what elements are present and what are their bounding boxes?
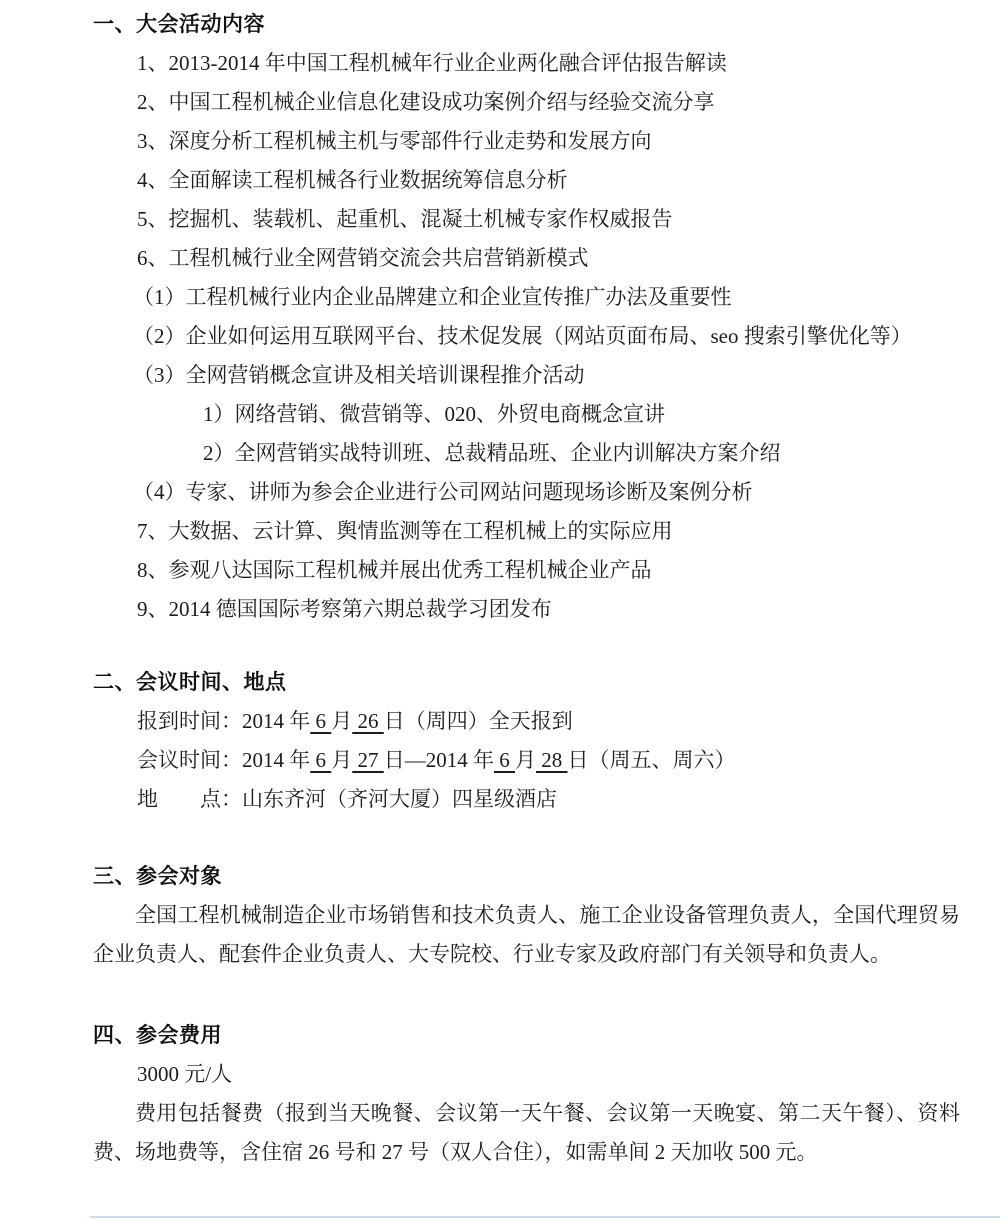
agenda-subsubitem-6-3-2: 2）全网营销实战特训班、总裁精品班、企业内训解决方案介绍 [203,441,781,465]
agenda-item-2: 2、中国工程机械企业信息化建设成功案例介绍与经验交流分享 [137,90,715,114]
section-fees [93,1016,960,1172]
section-heading-time-location: 二、会议时间、地点 [93,671,287,694]
section-heading-attendees: 三、参会对象 [93,865,222,888]
text-segment: 月 [331,709,353,733]
underlined-month: 6 [310,709,332,733]
agenda-item-6: 6、工程机械行业全网营销交流会共启营销新模式 [137,246,589,270]
text-segment: 会议时间：2014 年 [137,748,311,772]
agenda-subitem-6-3: （3）全网营销概念宣讲及相关培训课程推介活动 [133,363,585,387]
checkin-time-line [93,702,960,741]
underlined-day: 27 [352,748,384,772]
section-attendees [93,857,960,974]
agenda-item-9: 9、2014 德国国际考察第六期总裁学习团发布 [137,597,552,621]
section-time-location [93,663,960,819]
fee-amount-line: 3000 元/人 [137,1062,233,1086]
agenda-subsubitem-6-3-1: 1）网络营销、微营销等、020、外贸电商概念宣讲 [203,402,665,426]
agenda-item-7: 7、大数据、云计算、舆情监测等在工程机械上的实际应用 [137,519,673,543]
underlined-day: 28 [536,748,568,772]
agenda-subitem-6-1: （1）工程机械行业内企业品牌建立和企业宣传推广办法及重要性 [133,285,732,309]
section-agenda [93,5,960,629]
attendees-paragraph: 全国工程机械制造企业市场销售和技术负责人、施工企业设备管理负责人，全国代理贸易企业负责人、配套件企业负责人、大专院校、行业专家及政府部门有关领导和负责人。 [93,903,960,966]
location-line: 地 点：山东齐河（齐河大厦）四星级酒店 [137,787,557,811]
text-segment: 日（周五、周六） [567,748,736,772]
text-segment: 月 [331,748,353,772]
agenda-subitem-6-2: （2）企业如何运用互联网平台、技术促发展（网站页面布局、seo 搜索引擎优化等） [133,324,912,348]
underlined-month: 6 [310,748,332,772]
text-segment: 月 [515,748,536,772]
bottom-accent-line [90,1216,1000,1218]
underlined-day: 26 [352,709,384,733]
agenda-subitem-6-4: （4）专家、讲师为参会企业进行公司网站问题现场诊断及案例分析 [133,480,753,504]
text-segment: 日—2014 年 [383,748,494,772]
underlined-month: 6 [494,748,515,772]
meeting-time-line [93,741,960,780]
agenda-item-8: 8、参观八达国际工程机械并展出优秀工程机械企业产品 [137,558,652,582]
agenda-item-3: 3、深度分析工程机械主机与零部件行业走势和发展方向 [137,129,652,153]
section-heading-fees: 四、参会费用 [93,1024,222,1047]
agenda-item-1: 1、2013-2014 年中国工程机械年行业企业两化融合评估报告解读 [137,51,727,75]
section-heading-agenda: 一、大会活动内容 [93,13,265,36]
agenda-item-5: 5、挖掘机、装载机、起重机、混凝土机械专家作权威报告 [137,207,673,231]
text-segment: 日（周四）全天报到 [383,709,573,733]
agenda-item-4: 4、全面解读工程机械各行业数据统筹信息分析 [137,168,568,192]
fee-details-paragraph: 费用包括餐费（报到当天晚餐、会议第一天午餐、会议第一天晚宴、第二天午餐）、资料费、场地费等，含住宿 26 号和 27 号（双人合住），如需单间 2 天加收 500 元。 [93,1101,960,1164]
text-segment: 报到时间：2014 年 [137,709,311,733]
